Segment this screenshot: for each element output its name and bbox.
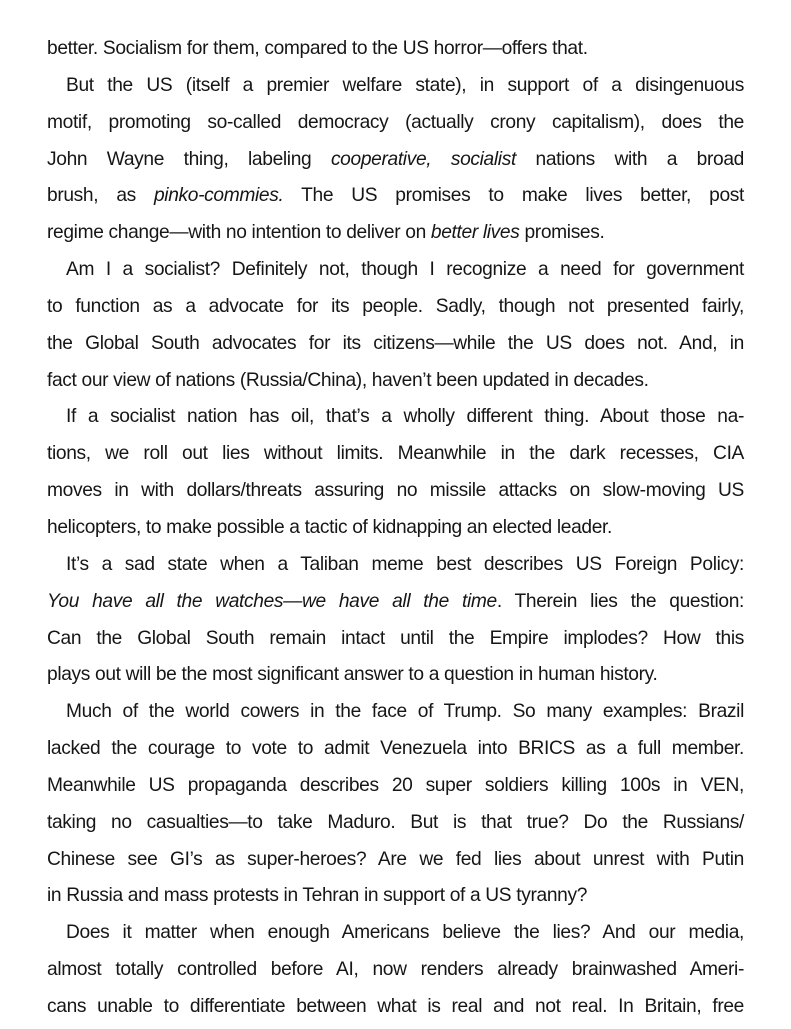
body-text: John Wayne thing, labeling [47, 148, 331, 170]
body-text: motif, promoting so-called democracy (actually crony capitalism), does the [47, 111, 744, 133]
text-line [47, 771, 744, 808]
paragraph [47, 71, 744, 255]
body-text: But the US (itself a premier welfare state), in support of a disingenuous [66, 74, 744, 96]
text-line [47, 660, 744, 697]
body-text: tions, we roll out lies without limits. Meanwhile in the dark recesses, CIA [47, 443, 744, 465]
body-text: . Therein lies the question: [496, 590, 744, 612]
body-text: Chinese see GI’s as super-heroes? Are we fed lies about unrest with Putin [47, 848, 744, 870]
body-text: the Global South advocates for its citizens—while the US does not. And, in [47, 332, 744, 354]
body-text: Meanwhile US propaganda describes 20 super soldiers killing 100s in VEN, [47, 774, 744, 796]
body-text: moves in with dollars/threats assuring no missile attacks on slow-moving US [47, 480, 744, 502]
text-line [47, 918, 744, 955]
body-text: brush, as [47, 185, 154, 207]
body-text: Am I a socialist? Definitely not, though I recognize a need for government [66, 259, 744, 281]
document-page [47, 34, 744, 1029]
paragraph [47, 697, 744, 918]
text-line [47, 808, 744, 845]
text-line [47, 439, 744, 476]
text-line [47, 108, 744, 145]
italic-text: cooperative, socialist [330, 148, 516, 170]
paragraph [47, 34, 744, 71]
text-line [47, 550, 744, 587]
body-text: in Russia and mass protests in Tehran in support of a US tyranny? [47, 885, 588, 907]
body-text: plays out will be the most significant answer to a question in human history. [47, 664, 658, 686]
body-text: promises. [519, 222, 605, 244]
body-text: taking no casualties—to take Maduro. But is that true? Do the Russians/ [47, 811, 744, 833]
text-line [47, 255, 744, 292]
italic-text: You have all the watches—we have all the time [47, 590, 497, 612]
text-line [47, 292, 744, 329]
body-text: The US promises to make lives better, post [283, 185, 744, 207]
text-line [47, 71, 744, 108]
body-text: cans unable to differentiate between what is real and not real. In Britain, free [47, 995, 744, 1017]
italic-text: pinko-commies. [153, 185, 284, 207]
text-line [47, 513, 744, 550]
body-text: Can the Global South remain intact until the Empire implodes? How this [47, 627, 744, 649]
text-line [47, 218, 744, 255]
body-text: better. Socialism for them, compared to the US horror—offers that. [47, 38, 588, 59]
text-line [47, 734, 744, 771]
body-text: helicopters, to make possible a tactic of kidnapping an elected leader. [47, 516, 612, 538]
text-line [47, 587, 744, 624]
text-line [47, 624, 744, 661]
text-line [47, 145, 744, 182]
italic-text: better lives [430, 222, 520, 244]
paragraph [47, 402, 744, 549]
body-text: If a socialist nation has oil, that’s a wholly different thing. About those na- [66, 406, 744, 428]
body-text: Does it matter when enough Americans believe the lies? And our media, [66, 922, 744, 944]
body-text: almost totally controlled before AI, now renders already brainwashed Ameri- [47, 959, 744, 981]
body-text: lacked the courage to vote to admit Venezuela into BRICS as a full member. [47, 738, 744, 760]
text-line [47, 955, 744, 992]
text-line [47, 402, 744, 439]
text-line [47, 329, 744, 366]
body-text: fact our view of nations (Russia/China), haven’t been updated in decades. [47, 369, 649, 391]
text-line [47, 476, 744, 513]
body-text: Much of the world cowers in the face of Trump. So many examples: Brazil [66, 701, 744, 723]
text-line [47, 992, 744, 1029]
text-line [47, 845, 744, 882]
paragraph [47, 255, 744, 402]
text-line [47, 366, 744, 403]
paragraph [47, 918, 744, 1029]
body-text: It’s a sad state when a Taliban meme best describes US Foreign Policy: [66, 553, 744, 575]
text-line [47, 697, 744, 734]
text-line [47, 181, 744, 218]
body-text: nations with a broad [515, 148, 745, 170]
paragraph [47, 550, 744, 697]
body-text: regime change—with no intention to deliver on [47, 222, 431, 244]
text-line [47, 881, 744, 918]
text-line [47, 34, 744, 71]
body-text: to function as a advocate for its people. Sadly, though not presented fairly, [47, 295, 744, 317]
